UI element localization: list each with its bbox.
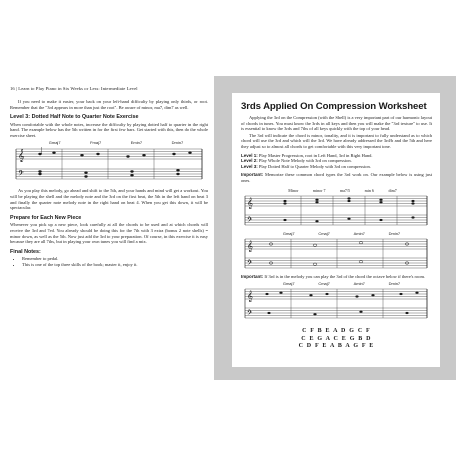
note-letters-line: C E G A C E G B D [301, 335, 372, 342]
chord-label: Dmin7 [388, 230, 401, 236]
chord-label: Cmaj7 [318, 281, 330, 287]
music-staff-3 [241, 286, 431, 322]
level-item: Level 2: Play Whole Note Melody with 3rd on compression. [241, 158, 352, 164]
treble-clef-icon: 𝄞 [247, 197, 253, 209]
prepare-paragraph: Whenever you pick up a new piece, look carefully at all the chords to be used and at which chords will receive the 3rd and 7ed. You already should be doing this for the 7th with 3 extra (bonus 2 note shells) = minor down, as well as the 5th. Now just add the 3rd to your preparation. Of course, in this exercise it is easy because they are all 7ths, but in playing your own tunes you will find a mix. [10, 222, 208, 245]
intro-paragraph: If you need to make it easier, your back on your left-hand difficulty by playing only thirds, or root. Remember that the "3rd appears in more than just the root". Be aware of minor, ma7, dim7 as well. [10, 99, 208, 110]
worksheet-sheet [232, 93, 440, 367]
left-page [0, 76, 214, 380]
bass-clef-icon: 𝄢 [18, 170, 24, 181]
final-notes-list [10, 256, 208, 267]
running-head: 16 | Learn to Play Piano in Six Weeks or Less: Intermediate Level [10, 86, 138, 91]
chord-type: minor 7 [312, 187, 326, 193]
worksheet-title: 3rds Applied On Compression Worksheet [241, 101, 427, 112]
chord-label: Dmin7 [388, 281, 401, 287]
music-staff-chord-types [241, 193, 431, 229]
workout-paragraph: As you play this melody, go ahead and shift to the 5th, and your hands and mind will get a workout. You will be playing the shell and the melody note and the 3rd on the first beat, the 5th in the left hand on beat 3 and finally the quarter note melody note in the right hand on beat 4. When you get this down, it will be spectacular. [10, 188, 208, 211]
chord-label: Gmaj7 [282, 281, 295, 287]
worksheet-panel [214, 76, 456, 380]
section-heading-prepare: Prepare for Each New Piece [10, 214, 82, 221]
chord-label: Gmaj7 [48, 140, 61, 146]
level-item: Level 3: Play Dotted Half to Quarter Melody with 3rd on compression. [241, 163, 371, 169]
chord-type: ma7/5 [340, 187, 351, 193]
level3-paragraph: When comfortable with the whole notes, increase the difficulty by playing dotted half to quarter in the right hand. The example below has the 5th written in for the first few bars. Get started with this, then do the whole exercise sheet. [10, 121, 208, 138]
chord-type: Minor [288, 187, 299, 193]
chord-label: Emin7 [130, 140, 143, 146]
worksheet-paragraph-2: The 3rd will indicate the chord is minor, tonality, and it is important to fully understand as to which chord will use the 3rd and which will the 3rd. We have already addressed the 3rd/b and the 5th and here they adjust so to almost all chords to get comfortable with this very important tone. [241, 132, 432, 149]
list-item: • Remember to pedal. [22, 256, 208, 262]
chord-type: dim7 [388, 187, 397, 193]
section-heading-level3: Level 3: Dotted Half Note to Quarter Note Exercise [10, 114, 139, 121]
treble-clef-icon: 𝄞 [247, 240, 253, 252]
important-note-2: Important: If 3rd is in the melody you can play the 3rd of the chord the octave below if there's room. [241, 273, 426, 279]
list-item: • This is one of the top three skills of the book; master it, enjoy it. [22, 262, 208, 268]
chord-label: Dmin7 [171, 140, 184, 146]
levels-list [241, 153, 432, 170]
bass-clef-icon: 𝄢 [247, 258, 253, 268]
chord-type: min 6 [364, 187, 374, 193]
section-heading-final-notes: Final Notes: [10, 248, 41, 255]
note-letters-block [241, 328, 432, 350]
important-note-1: Important: Memorize these common chord types the 3rd work on. Our example below is using just ones. [241, 172, 433, 183]
chord-label: Gmaj7 [282, 230, 295, 236]
chord-label: Amin7 [353, 281, 365, 287]
bass-clef-icon: 𝄢 [247, 215, 253, 225]
bass-clef-icon: 𝄢 [247, 309, 253, 319]
chord-label: Cmaj7 [318, 230, 330, 236]
music-staff-2 [241, 236, 431, 272]
level-item: Level 1: Play Master Progression, root in Left Hand, 3rd in Right Hand. [241, 152, 373, 158]
chord-label: Fmaj7 [90, 140, 102, 146]
chord-label: Amin7 [353, 230, 365, 236]
note-letters-line: C F B E A D G C F [302, 328, 371, 335]
treble-clef-icon: 𝄞 [247, 291, 253, 303]
note-letters-line: C D F E A B A G F E [298, 342, 375, 349]
worksheet-intro: Applying the 3rd on the Compression (with the Shell) is a very important part of our harmonic layout of chords in tunes. You must know the 3rds in all keys and then you will make the "3rd texture" to use. It is essential to know the 3rds and 7ths of all keys quickly with the top of your head. [241, 115, 432, 132]
music-staff-1 [10, 145, 206, 185]
treble-clef-icon: 𝄞 [18, 149, 25, 163]
